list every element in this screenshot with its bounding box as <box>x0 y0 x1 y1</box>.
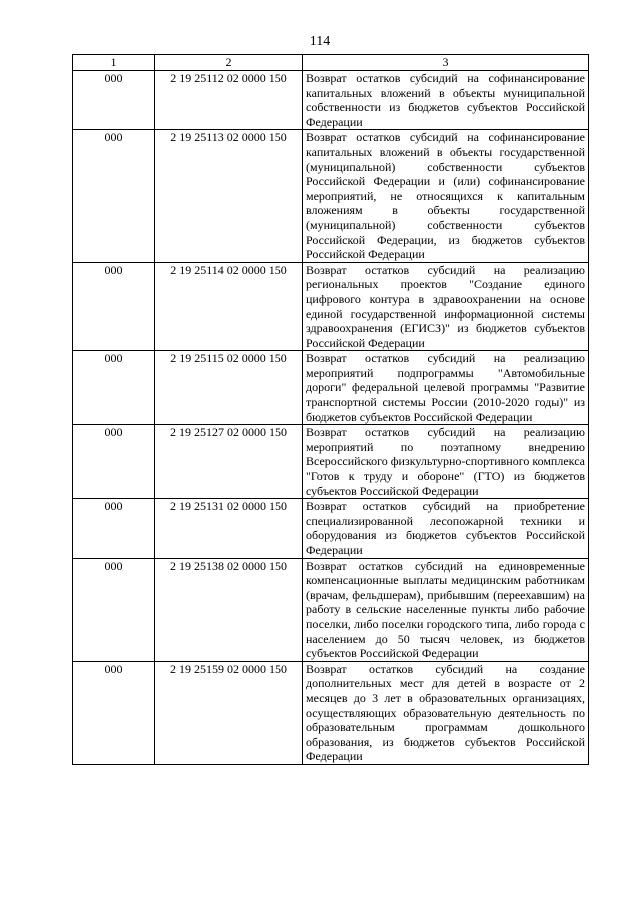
table-row <box>73 661 589 764</box>
admin-code-cell: 000 <box>73 262 155 351</box>
table-row <box>73 425 589 499</box>
description-cell: Возврат остатков субсидий на реализацию региональных проектов "Создание единого цифрового контура в здравоохранении на основе единой государственной информационной системы здравоохранения (ЕГИСЗ)" из бюджетов субъектов Российской Федерации <box>303 262 589 351</box>
description-cell: Возврат остатков субсидий на создание дополнительных мест для детей в возрасте от 2 месяцев до 3 лет в образовательных организациях, осуществляющих образовательную деятельность по образовательным программам дошкольного образования, из бюджетов субъектов Российской Федерации <box>303 661 589 764</box>
table-row <box>73 71 589 130</box>
table-row <box>73 262 589 351</box>
admin-code-cell: 000 <box>73 71 155 130</box>
description-cell: Возврат остатков субсидий на приобретение специализированной лесопожарной техники и оборудования из бюджетов субъектов Российской Федерации <box>303 499 589 558</box>
table-row <box>73 351 589 425</box>
description-cell: Возврат остатков субсидий на единовременные компенсационные выплаты медицинским работникам (врачам, фельдшерам), прибывшим (переехавшим) на работу в сельские населенные пункты либо рабочие поселки, либо поселки городского типа, либо города с населением до 50 тысяч человек, из бюджетов субъектов Российской Федерации <box>303 558 589 661</box>
description-cell: Возврат остатков субсидий на реализацию мероприятий подпрограммы "Автомобильные дороги" федеральной целевой программы "Развитие транспортной системы России (2010-2020 годы)" из бюджетов субъектов Российской Федерации <box>303 351 589 425</box>
table-row <box>73 558 589 661</box>
page-number: 114 <box>309 34 331 49</box>
budget-code-cell: 2 19 25115 02 0000 150 <box>155 351 303 425</box>
admin-code-cell: 000 <box>73 661 155 764</box>
admin-code-cell: 000 <box>73 558 155 661</box>
budget-code-cell: 2 19 25138 02 0000 150 <box>155 558 303 661</box>
admin-code-cell: 000 <box>73 499 155 558</box>
budget-code-cell: 2 19 25159 02 0000 150 <box>155 661 303 764</box>
admin-code-cell: 000 <box>73 351 155 425</box>
header-col-1: 1 <box>73 55 155 71</box>
description-cell: Возврат остатков субсидий на софинансирование капитальных вложений в объекты государственной (муниципальной) собственности субъектов Российской Федерации и (или) софинансирование мероприятий, не относящихся к капитальным вложениям в объекты государственной (муниципальной) собственности субъектов Российской Федерации, из бюджетов субъектов Российской Федерации <box>303 130 589 262</box>
budget-code-cell: 2 19 25113 02 0000 150 <box>155 130 303 262</box>
table-header-row <box>73 55 589 71</box>
admin-code-cell: 000 <box>73 425 155 499</box>
budget-code-cell: 2 19 25131 02 0000 150 <box>155 499 303 558</box>
header-col-3: 3 <box>303 55 589 71</box>
budget-code-cell: 2 19 25127 02 0000 150 <box>155 425 303 499</box>
budget-code-cell: 2 19 25112 02 0000 150 <box>155 71 303 130</box>
budget-codes-table <box>72 54 589 765</box>
admin-code-cell: 000 <box>73 130 155 262</box>
description-cell: Возврат остатков субсидий на софинансирование капитальных вложений в объекты муниципальной собственности из бюджетов субъектов Российской Федерации <box>303 71 589 130</box>
table-row <box>73 130 589 262</box>
budget-code-cell: 2 19 25114 02 0000 150 <box>155 262 303 351</box>
table-row <box>73 499 589 558</box>
description-cell: Возврат остатков субсидий на реализацию мероприятий по поэтапному внедрению Всероссийского физкультурно-спортивного комплекса "Готов к труду и обороне" (ГТО) из бюджетов субъектов Российской Федерации <box>303 425 589 499</box>
header-col-2: 2 <box>155 55 303 71</box>
